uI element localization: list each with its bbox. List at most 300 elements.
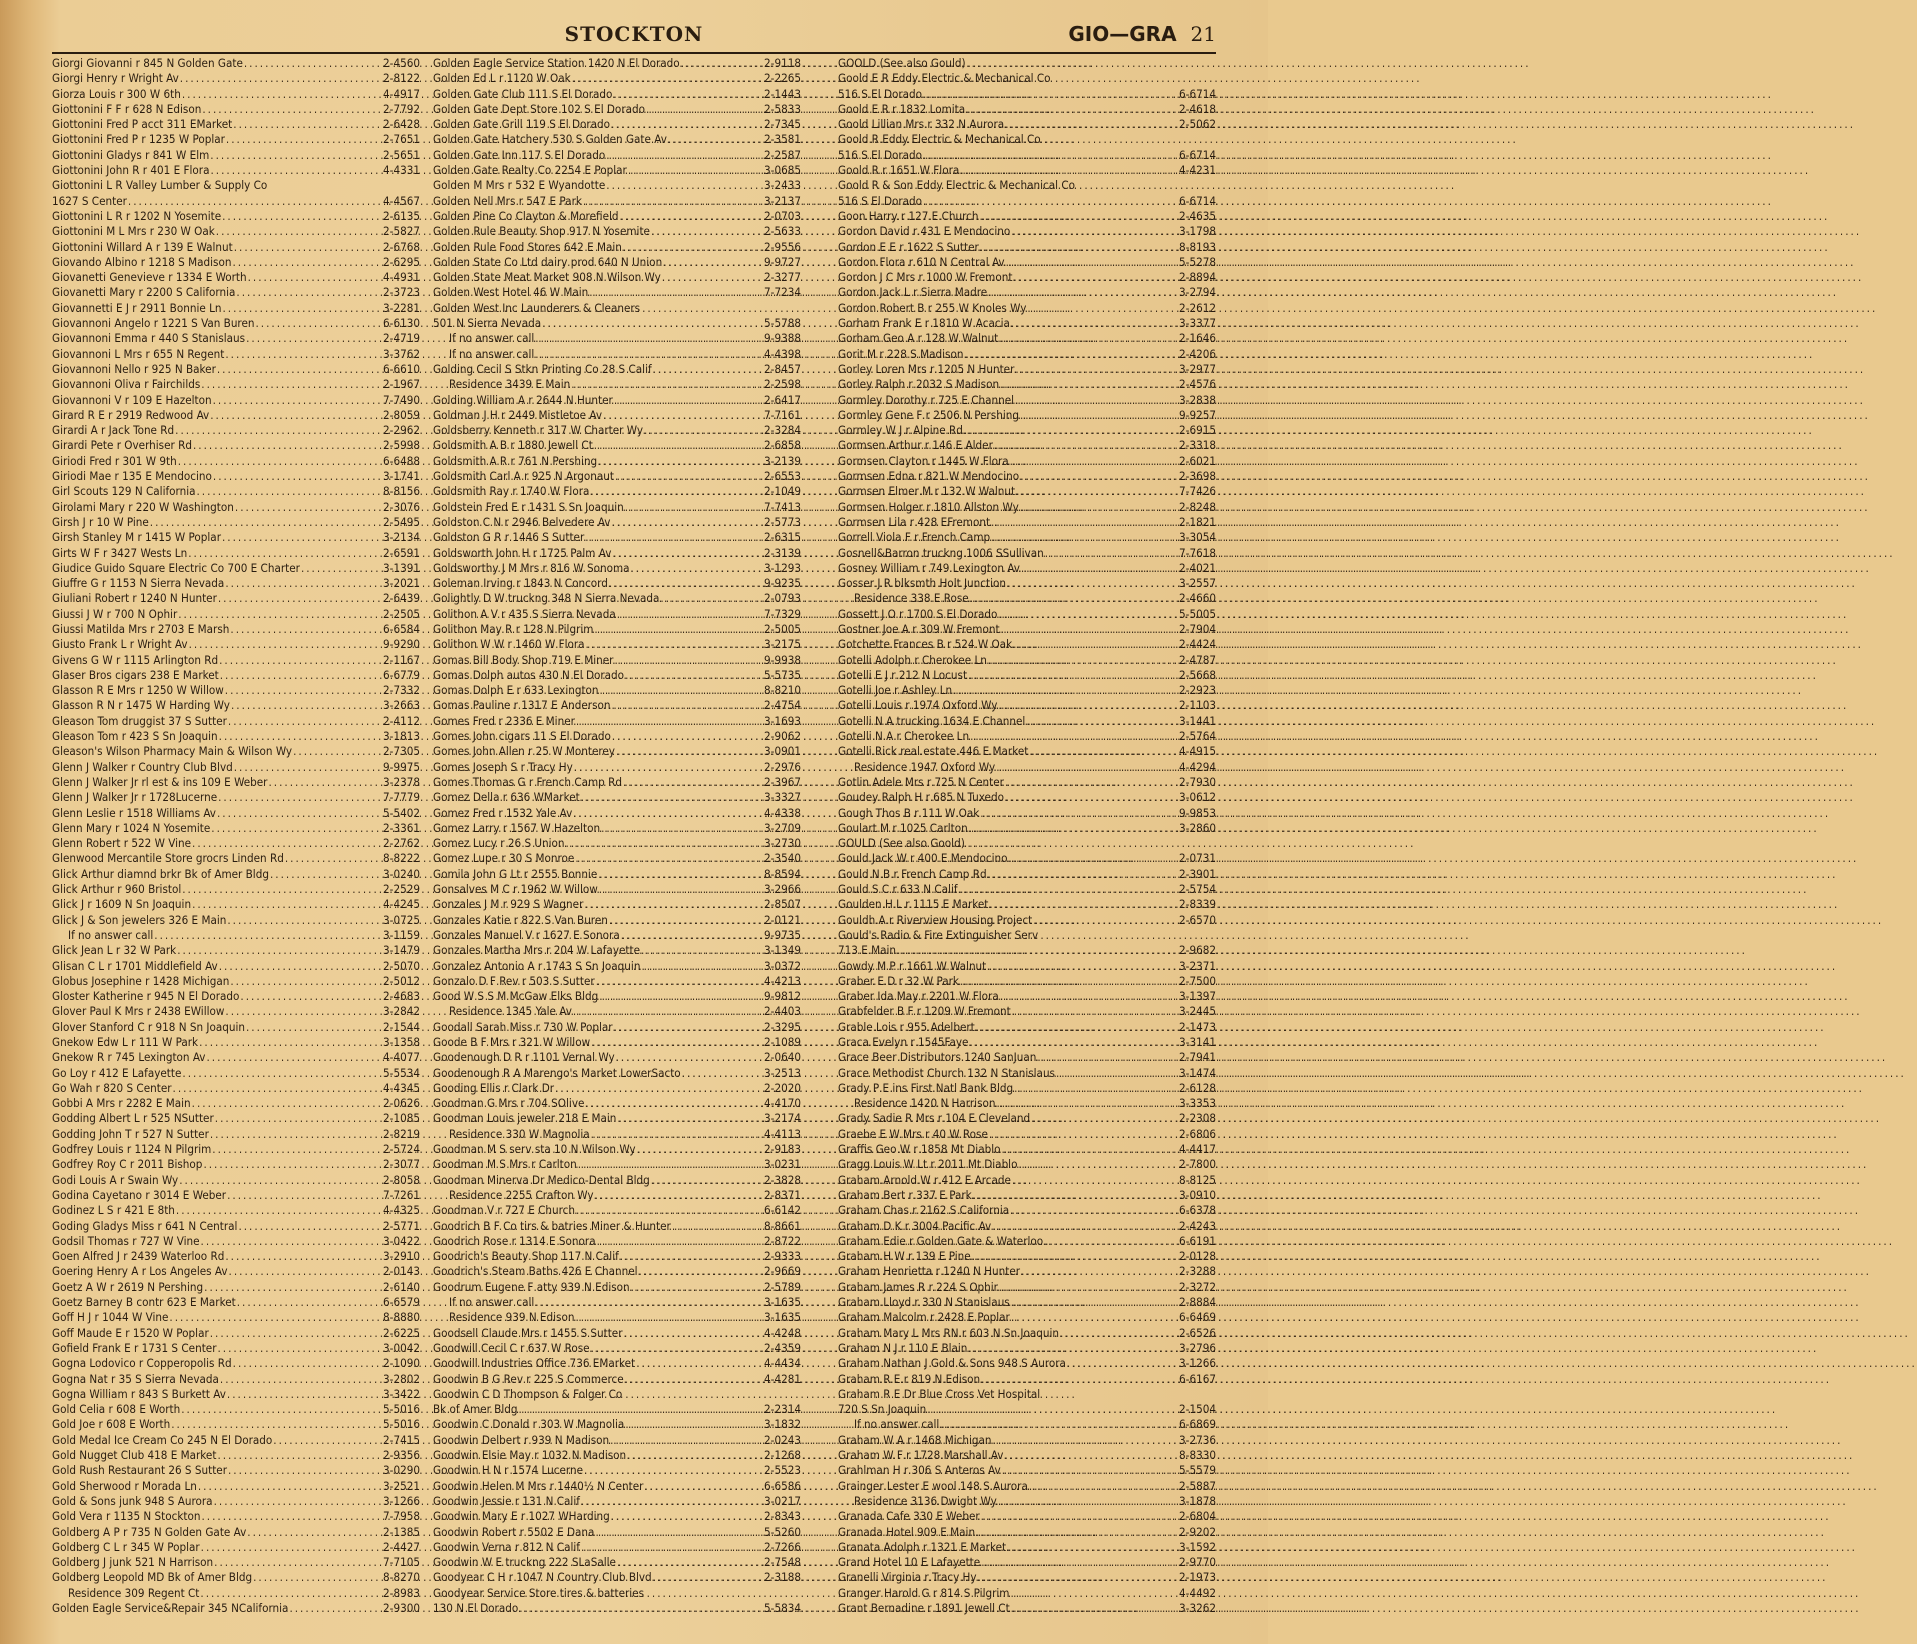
leader-dots [623,240,763,255]
entry-phone: 2-1167 [383,652,420,667]
entry-phone: 3-1159 [383,927,420,942]
entry-name: Gold Vera r 1135 N Stockton [52,1509,201,1524]
directory-entry [838,989,1216,1004]
directory-entry [433,393,801,408]
directory-entry [838,500,1216,515]
entry-name: Golithon A V r 435 S Sierra Nevada [433,606,616,621]
leader-dots [1060,1326,1178,1341]
entry-name: Goode B F Mrs r 321 W Willow [433,1035,591,1049]
leader-dots [641,943,763,958]
directory-entry [52,913,420,928]
entry-phone: 3-3762 [383,346,420,361]
entry-name: Gordon David r 431 E Mendocino [838,224,1011,239]
entry-name: Goetz A W r 2619 N Pershing [52,1279,204,1294]
directory-entry [433,959,801,974]
directory-entry [433,255,801,270]
entry-phone: 2-1090 [383,1356,420,1371]
directory-entry [838,775,1216,790]
leader-dots [923,148,1178,163]
entry-phone: 2-1473 [1179,1019,1216,1034]
entry-phone: 2-7305 [383,744,420,759]
leader-dots [225,1249,382,1264]
leader-dots [268,775,382,790]
entry-phone: 2-8248 [1179,499,1216,514]
directory-entry [838,285,1216,300]
directory-entry [433,1249,801,1264]
entry-name: Graca Evelyn r 1545Faye [838,1035,969,1049]
entry-name: Graham Chas r 2162 S California [838,1203,1010,1218]
entry-name: Girsh Stanley M r 1415 W Poplar [52,530,221,545]
directory-entry [52,102,420,117]
directory-entry [838,1479,1216,1494]
entry-phone: 2-7904 [1179,621,1216,636]
leader-dots [230,622,382,637]
entry-phone: 2-4635 [1179,208,1216,223]
directory-entry [433,698,801,713]
entry-name: Girardi A r Jack Tone Rd [52,423,175,438]
leader-dots [253,1570,382,1585]
leader-dots [1010,1586,1178,1601]
leader-dots [200,1586,382,1601]
entry-name: Grace Beer Distributors 1240 SanJuan [838,1050,1037,1065]
leader-dots [1006,255,1178,270]
entry-name: Gomas Dolph E r 633 Lexington [433,683,599,698]
entry-name: 713 E Main [838,943,897,958]
entry-name: Gormsen Arthur r 146 E Alder [838,438,993,453]
directory-entry [838,1570,1216,1585]
entry-name: Gowdy M P r 1661 W Walnut [838,958,987,973]
entry-phone: 3-1349 [764,943,801,958]
leader-dots [581,1494,763,1509]
directory-entry [838,255,1216,270]
entry-name: Giorgi Giovanni r 845 N Golden Gate [52,56,243,70]
entry-phone: 8-8193 [1179,239,1216,254]
entry-name: 1627 S Center [52,193,127,208]
entry-phone: 3-1397 [1179,989,1216,1004]
directory-entry [838,1310,1216,1325]
leader-dots [218,790,382,805]
directory-entry [52,1264,420,1279]
leader-dots [625,1417,763,1432]
entry-phone: 2-5754 [1179,882,1216,897]
leader-dots [232,255,382,270]
entry-phone: 5-5534 [383,1065,420,1080]
entry-phone: 2-4243 [1179,1218,1216,1233]
entry-name: Gostner Joe A r 309 W Fremont [838,621,1000,636]
leader-dots [301,561,382,576]
leader-dots [1011,1310,1178,1325]
directory-entry [433,438,801,453]
entry-name: Gofield Frank E r 1731 S Center [52,1340,217,1355]
leader-dots [614,1020,763,1035]
directory-entry [433,775,801,790]
directory-entry [52,1188,420,1203]
entry-name: Gonzales Manuel V r 1627 E Sonora [433,927,620,942]
directory-entry [433,301,801,316]
entry-phone: 5-5016 [383,1402,420,1417]
leader-dots [293,744,382,759]
entry-name: Residence 2255 Crafton Wy [449,1187,594,1202]
entry-name: Goodwin Verna r 812 N Calif [433,1539,580,1554]
leader-dots [566,836,764,851]
leader-dots [273,1433,382,1448]
entry-name: Girl Scouts 129 N California [52,484,196,499]
directory-entry [52,1203,420,1218]
entry-name: Gormsen Edna r 821 W Mendocino [838,469,1020,484]
entry-phone: 2-1544 [383,1019,420,1034]
directory-entry [838,362,1216,377]
directory-entry [838,1417,1216,1432]
leader-dots [603,408,763,423]
entry-name: Residence 3439 E Main [449,377,571,392]
directory-entry [838,1066,1216,1081]
directory-entry [52,438,420,453]
entry-phone: 3-2966 [764,882,801,897]
directory-entry [433,1601,801,1616]
leader-dots [653,362,763,377]
entry-phone: 2-6128 [1179,1080,1216,1095]
entry-name: Grahlman H r 306 S Anteros Av [838,1463,1001,1478]
entry-name: Glenn J Walker r Country Club Blvd [52,759,233,774]
entry-phone: 4-4077 [383,1050,420,1065]
listing-columns [52,56,1216,1615]
entry-name: Godding Albert L r 525 NSutter [52,1111,214,1126]
directory-entry [838,224,1216,239]
leader-dots [202,102,382,117]
entry-name: Glasson R E Mrs r 1250 W Willow [52,683,224,698]
leader-dots [222,530,382,545]
directory-entry [433,729,801,744]
directory-entry [52,87,420,102]
entry-name: Gormsen Elmer M r 132 W Walnut [838,484,1016,499]
directory-entry [52,546,420,561]
directory-entry [838,1004,1216,1019]
entry-name: Goold R Eddy Electric & Mechanical Co [838,132,1041,147]
directory-entry [838,1555,1216,1570]
entry-name: Goulart M r 1025 Carlton [838,820,968,835]
leader-dots [991,530,1178,545]
leader-dots [980,806,1178,821]
entry-name: Giottonini L R r 1202 N Yosemite [52,208,222,223]
leader-dots [233,1356,382,1371]
directory-entry [433,377,801,392]
entry-name: Godfrey Roy C r 2011 Bishop [52,1157,203,1172]
entry-phone: 3-0612 [1179,790,1216,805]
entry-phone: 7-7234 [764,285,801,300]
directory-entry [52,744,420,759]
entry-name: Gormley Dorothy r 725 E Channel [838,392,1015,407]
entry-name: If no answer call [854,1417,940,1432]
entry-phone: 3-2730 [764,836,801,851]
directory-entry [838,561,1216,576]
entry-phone: 2-5833 [764,101,801,116]
entry-phone: 2-6591 [383,545,420,560]
leader-dots [219,653,382,668]
entry-name: Gomas Dolph autos 430 N El Dorado [433,667,625,682]
entry-phone: 3-2521 [383,1478,420,1493]
entry-name: Gonzales J M r 929 S Wagner [433,897,584,912]
entry-name: Goodall Sarah Miss r 730 W Poplar [433,1019,613,1034]
entry-phone: 2-7415 [383,1432,420,1447]
entry-phone: 3-2445 [1179,1004,1216,1019]
entry-phone: 8-8156 [383,484,420,499]
entry-phone: 2-2020 [764,1080,801,1095]
entry-name: Graham Edie r Golden Gate & Waterloo [838,1233,1044,1248]
entry-phone: 4-4231 [1179,163,1216,178]
directory-entry [838,71,1216,86]
directory-entry [433,576,801,591]
entry-name: Goff H J r 1044 W Vine [52,1310,169,1325]
directory-entry [52,423,420,438]
leader-dots [1011,316,1178,331]
entry-name: Goon Harry r 127 E Church [838,208,979,223]
entry-name: Gnekow R r 745 Lexington Av [52,1050,206,1065]
directory-entry [838,1096,1216,1111]
entry-name: Giorgi Henry r Wright Av [52,71,179,86]
entry-phone: 3-1293 [764,560,801,575]
entry-name: Giovannoni L Mrs r 655 N Regent [52,346,225,361]
directory-entry [433,1188,801,1203]
leader-dots [1011,1295,1178,1310]
directory-entry [838,56,1216,71]
entry-phone: 4-4281 [764,1371,801,1386]
leader-dots [178,607,382,622]
directory-entry [52,1219,420,1234]
leader-dots [644,423,763,438]
leader-dots [960,974,1178,989]
entry-phone: 6-6714 [1179,193,1216,208]
leader-dots [535,331,763,346]
entry-phone: 2-5771 [383,1218,420,1233]
entry-name: Giottonini Fred P acct 311 EMarket [52,117,233,132]
leader-dots [227,1387,382,1402]
leader-dots [597,1234,763,1249]
leader-dots [1005,117,1178,132]
entry-phone: 8-8222 [383,851,420,866]
directory-entry [52,790,420,805]
directory-entry [433,316,801,331]
entry-phone: 4-4294 [1179,759,1216,774]
leader-dots [992,1219,1178,1234]
leader-dots [192,836,382,851]
leader-dots [188,546,382,561]
leader-dots [1010,454,1178,469]
leader-dots [1005,790,1178,805]
leader-dots [236,285,382,300]
entry-name: Golightly D W truckng 348 N Sierra Nevada [433,591,660,606]
directory-entry [433,607,801,622]
leader-dots [620,209,764,224]
directory-entry [52,1249,420,1264]
entry-name: Golden Gate Grill 119 S El Dorado [433,117,611,132]
directory-entry [52,1050,420,1065]
entry-phone: 2-2612 [1179,300,1216,315]
entry-name: Gold Nugget Club 418 E Market [52,1448,217,1463]
entry-phone: 3-3141 [1179,1035,1216,1049]
entry-name: Golden Gate Inn 117 S El Dorado [433,147,606,162]
entry-phone: 9-9938 [764,652,801,667]
entry-phone: 3-2137 [764,193,801,208]
entry-name: Goering Henry A r Los Angeles Av [52,1264,228,1279]
leader-dots [575,1310,763,1325]
entry-phone: 2-7651 [383,132,420,147]
leader-dots [235,500,382,515]
directory-entry [838,591,1216,606]
leader-dots [227,1188,382,1203]
entry-name: 516 S El Dorado [838,147,923,162]
directory-entry [52,867,420,882]
directory-entry [52,132,420,147]
entry-name: Golden Rule Food Stores 642 E Main [433,239,622,254]
entry-name: Gomila John G Lt r 2555 Bonnie [433,866,598,881]
directory-entry [433,683,801,698]
entry-name: Giottonini Fred P r 1235 W Poplar [52,132,225,147]
entry-name: If no answer call [68,927,154,942]
entry-name: Graham W F r 1728 Marshall Av [838,1448,1004,1463]
entry-phone: 3-2371 [1179,958,1216,973]
entry-name: Goodwin C D Thompson & Folger Co [433,1386,623,1401]
directory-entry [433,561,801,576]
leader-dots [210,1326,382,1341]
leader-dots [631,1280,763,1295]
directory-entry [838,959,1216,974]
directory-entry [433,454,801,469]
leader-dots [228,1463,382,1478]
entry-phone: 2-5998 [383,438,420,453]
entry-phone: 2-5062 [1179,117,1216,132]
entry-phone: 3-1479 [383,943,420,958]
entry-phone: 3-0231 [764,1157,801,1172]
leader-dots [672,1219,763,1234]
entry-name: Giovannoni Emma r 440 S Stanislaus [52,331,246,346]
entry-phone: 6-6869 [1179,1417,1216,1432]
leader-dots [1018,1157,1178,1172]
directory-entry [838,1295,1216,1310]
leader-dots [219,959,382,974]
entry-name: Residence 3136 Dwight Wy [854,1493,997,1508]
entry-phone: 3-1358 [383,1035,420,1049]
entry-name: Graham Malcolm r 2428 E Poplar [838,1310,1010,1325]
directory-entry [433,897,801,912]
entry-name: Glick Arthur r 960 Bristol [52,882,182,897]
entry-phone: 2-5005 [764,621,801,636]
directory-entry [838,515,1216,530]
entry-name: Gotelli Rick real estate 446 E Market [838,744,1029,759]
leader-dots [970,729,1178,744]
entry-name: Giuffre G r 1153 N Sierra Nevada [52,576,225,591]
entry-phone: 3-1693 [764,713,801,728]
entry-name: Goodyear Service Store tires & batteries [433,1585,645,1600]
leader-dots [1016,484,1178,499]
leader-dots [662,270,763,285]
leader-dots [203,1157,382,1172]
entry-phone: 2-2962 [383,423,420,438]
entry-name: Gouldh A r Riverview Housing Project [838,912,1033,927]
entry-phone: 2-2976 [764,759,801,774]
directory-entry [433,224,801,239]
entry-phone: 6-6130 [383,316,420,331]
entry-phone: 2-4424 [1179,637,1216,652]
entry-name: Gomes John cigars 11 S El Dorado [433,729,611,744]
entry-phone: 3-2513 [764,1065,801,1080]
entry-name: Golding Cecil S Stkn Printing Co 28 S Calif [433,361,652,376]
leader-dots [1000,989,1178,1004]
directory-entry [52,1004,420,1019]
directory-entry [52,806,420,821]
entry-phone: 2-7792 [383,101,420,116]
entry-name: Goodwin Robert r 5502 E Dana [433,1524,595,1539]
directory-entry [433,1387,801,1402]
entry-name: Glover Paul K Mrs r 2438 EWillow [52,1004,225,1019]
directory-entry [838,1264,1216,1279]
entry-name: 516 S El Dorado [838,86,923,101]
entry-phone: 7-7779 [383,790,420,805]
entry-name: Goldsmith A B r 1880 Jewell Ct [433,438,593,453]
entry-name: Gossett J O r 1700 S El Dorado [838,606,998,621]
leader-dots [987,959,1178,974]
entry-name: Gormsen Clayton r 1445 W Flora [838,453,1009,468]
entry-name: Gotlin Adele Mrs r 725 N Center [838,774,1004,789]
directory-entry [838,698,1216,713]
entry-phone: 2-0243 [764,1432,801,1447]
entry-name: Gould's Radio & Fire Extinguisher Serv [838,927,1039,942]
entry-phone: 4-4248 [764,1325,801,1340]
entry-phone: 2-9118 [764,56,801,70]
entry-phone: 3-0725 [383,912,420,927]
directory-entry [433,1570,801,1585]
entry-phone: 2-6526 [1179,1325,1216,1340]
directory-entry [52,224,420,239]
leader-dots [611,117,763,132]
leader-dots [1012,1173,1178,1188]
entry-name: Goodman Louis jeweler 218 E Main [433,1111,617,1126]
leader-dots [1007,576,1178,591]
entry-name: Golden West Inc Launderers & Cleaners [433,300,641,315]
entry-name: If no answer call [449,331,535,346]
entry-phone: 3-2175 [764,637,801,652]
leader-dots [199,1035,382,1050]
entry-phone: 3-3262 [1179,1600,1216,1615]
leader-dots [606,148,763,163]
directory-entry [433,87,801,102]
leader-dots [189,637,382,652]
entry-phone: 2-6021 [1179,453,1216,468]
entry-name: Bk of Amer Bldg [433,1402,518,1417]
entry-phone: 2-3076 [383,499,420,514]
leader-dots [668,132,763,147]
entry-phone: 9-9290 [383,637,420,652]
entry-name: Glenn Leslie r 1518 Williams Av [52,805,216,820]
leader-dots [225,347,382,362]
entry-phone: 4-4325 [383,1203,420,1218]
entry-phone: 2-6135 [383,208,420,223]
entry-name: Go Loy r 412 E Lafayette [52,1065,182,1080]
entry-phone: 3-2709 [764,820,801,835]
entry-name: Glover Stanford C r 918 N Sn Joaquin [52,1019,245,1034]
entry-name: Giovannoni V r 109 E Hazelton [52,392,212,407]
directory-entry [433,1142,801,1157]
directory-entry [52,1601,420,1616]
leader-dots [182,87,382,102]
entry-name: Goodwin C Donald r 303 W Magnolia [433,1417,625,1432]
entry-phone: 2-1443 [764,86,801,101]
directory-entry [838,1280,1216,1295]
leader-dots [182,1066,382,1081]
leader-dots [621,928,763,943]
directory-entry [433,515,801,530]
leader-dots [617,1111,763,1126]
entry-name: Giovannetti E J r 2911 Bonnie Ln [52,300,222,315]
